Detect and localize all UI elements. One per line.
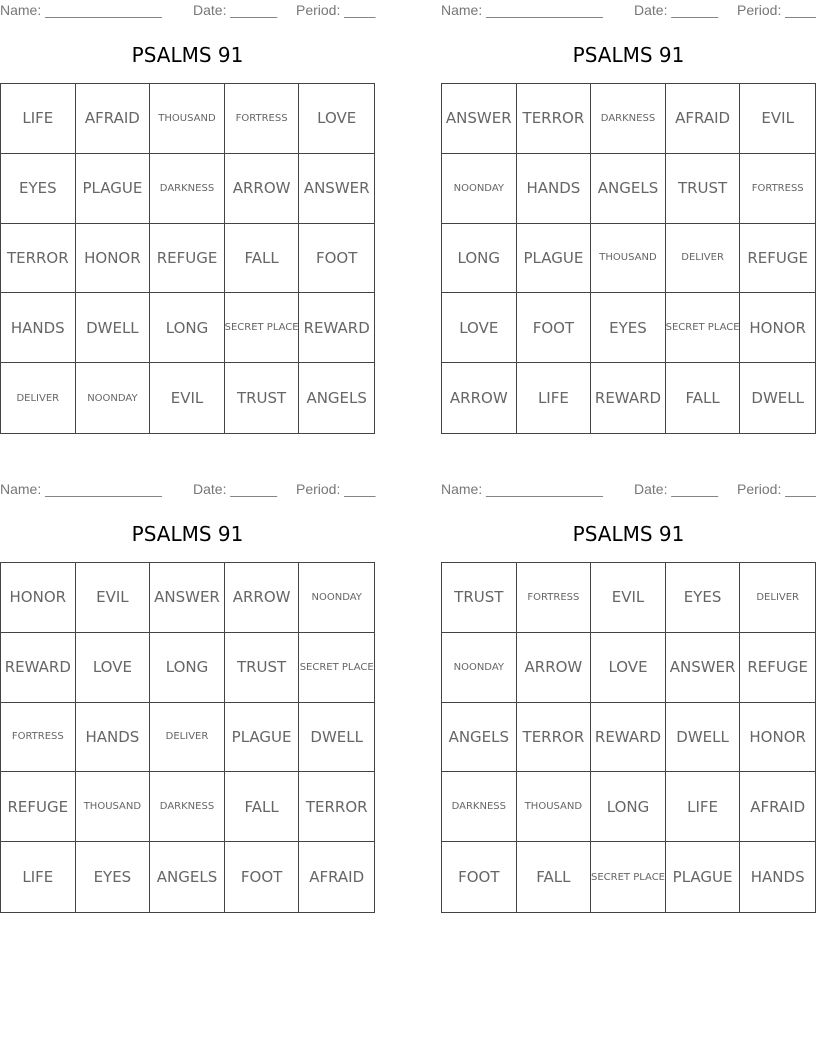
bingo-cell: REWARD <box>591 363 666 433</box>
bingo-cell: TRUST <box>666 154 741 224</box>
bingo-cell: HONOR <box>740 293 815 363</box>
bingo-cell: THOUSAND <box>517 772 592 842</box>
bingo-cell: HANDS <box>517 154 592 224</box>
bingo-card-1 <box>0 0 376 408</box>
bingo-cell: FOOT <box>299 224 374 294</box>
bingo-cell: NOONDAY <box>76 363 151 433</box>
bingo-cell: DWELL <box>76 293 151 363</box>
bingo-cell: FALL <box>666 363 741 433</box>
bingo-cell: NOONDAY <box>442 633 517 703</box>
bingo-cell: TRUST <box>225 633 300 703</box>
date-field: Date: ______ <box>193 481 278 497</box>
bingo-cell: FORTRESS <box>1 703 76 773</box>
bingo-cell: EYES <box>666 563 741 633</box>
bingo-cell: PLAGUE <box>225 703 300 773</box>
bingo-grid <box>441 83 816 434</box>
bingo-cell: HANDS <box>1 293 76 363</box>
bingo-cell: HANDS <box>76 703 151 773</box>
bingo-grid <box>0 562 375 913</box>
bingo-cell: LIFE <box>517 363 592 433</box>
bingo-cell: PLAGUE <box>76 154 151 224</box>
bingo-cell: TRUST <box>442 563 517 633</box>
bingo-cell: ANSWER <box>299 154 374 224</box>
date-field: Date: ______ <box>634 481 719 497</box>
bingo-cell: LONG <box>150 633 225 703</box>
bingo-cell: DARKNESS <box>150 772 225 842</box>
bingo-cell: DELIVER <box>150 703 225 773</box>
bingo-cell: ANGELS <box>306 389 367 408</box>
name-field: Name: _______________ <box>0 481 162 497</box>
bingo-card-2 <box>441 0 816 408</box>
bingo-cell: TERROR <box>1 224 76 294</box>
bingo-cell: LOVE <box>299 84 374 154</box>
bingo-cell: LIFE <box>1 842 76 912</box>
bingo-cell: EYES <box>1 154 76 224</box>
card-header <box>0 479 375 501</box>
bingo-cell: ARROW <box>225 154 300 224</box>
card-header <box>441 479 816 501</box>
bingo-cell: LOVE <box>442 293 517 363</box>
bingo-cell: FALL <box>225 224 300 294</box>
period-field: Period: ____ <box>296 2 376 18</box>
period-field: Period: ____ <box>737 2 816 18</box>
bingo-cell: FALL <box>225 772 300 842</box>
card-title: PSALMS 91 <box>131 43 244 67</box>
name-field: Name: _______________ <box>0 2 162 18</box>
bingo-cell: DELIVER <box>740 563 815 633</box>
bingo-cell: FORTRESS <box>225 84 300 154</box>
bingo-cell: FOOT <box>225 842 300 912</box>
bingo-cell: REFUGE <box>740 224 815 294</box>
period-field: Period: ____ <box>296 481 376 497</box>
bingo-cell: REWARD <box>591 703 666 773</box>
bingo-cell: ANSWER <box>442 84 517 154</box>
bingo-cell: REWARD <box>299 293 374 363</box>
bingo-cell: HONOR <box>740 703 815 773</box>
bingo-cell: NOONDAY <box>442 154 517 224</box>
bingo-cell: ARROW <box>442 363 517 433</box>
bingo-cell: REFUGE <box>740 633 815 703</box>
bingo-cell: HONOR <box>1 563 76 633</box>
bingo-cell: THOUSAND <box>76 772 151 842</box>
bingo-cell: LONG <box>591 772 666 842</box>
card-title: PSALMS 91 <box>131 522 244 546</box>
bingo-card-3 <box>0 479 376 887</box>
bingo-cell: EYES <box>76 842 151 912</box>
date-field: Date: ______ <box>193 2 278 18</box>
bingo-cell: SECRET PLACE <box>225 293 300 363</box>
bingo-cell: FORTRESS <box>740 154 815 224</box>
bingo-cell: FORTRESS <box>517 563 592 633</box>
bingo-grid <box>441 562 816 913</box>
bingo-cell: SECRET PLACE <box>666 293 741 363</box>
name-field: Name: _______________ <box>441 2 603 18</box>
bingo-cell: THOUSAND <box>150 84 225 154</box>
bingo-cell: SECRET PLACE <box>299 633 374 703</box>
date-field: Date: ______ <box>634 2 719 18</box>
bingo-cell: AFRAID <box>76 84 151 154</box>
bingo-cell: LONG <box>442 224 517 294</box>
bingo-cell: REWARD <box>1 633 76 703</box>
bingo-cell: NOONDAY <box>299 563 374 633</box>
bingo-cell: ANGELS <box>591 154 666 224</box>
bingo-cell: ANSWER <box>666 633 741 703</box>
bingo-cell: LOVE <box>591 633 666 703</box>
bingo-cell: THOUSAND <box>591 224 666 294</box>
bingo-cell: LIFE <box>1 84 76 154</box>
bingo-cell: ARROW <box>517 633 592 703</box>
bingo-cell: TERROR <box>517 703 592 773</box>
bingo-cell: ANGELS <box>150 842 225 912</box>
bingo-cell: EVIL <box>150 363 225 433</box>
bingo-cell: DWELL <box>666 703 741 773</box>
bingo-cell: EVIL <box>591 563 666 633</box>
bingo-cell: REFUGE <box>150 224 225 294</box>
bingo-cell: LONG <box>150 293 225 363</box>
bingo-cell: LIFE <box>666 772 741 842</box>
bingo-cell: SECRET PLACE <box>591 842 666 912</box>
bingo-cell: DWELL <box>299 703 374 773</box>
bingo-cell: AFRAID <box>309 868 365 887</box>
bingo-cell: EYES <box>591 293 666 363</box>
bingo-cell: DARKNESS <box>591 84 666 154</box>
bingo-grid <box>0 83 375 434</box>
card-title: PSALMS 91 <box>572 522 685 546</box>
bingo-cell: DELIVER <box>1 363 76 433</box>
bingo-cell: FOOT <box>517 293 592 363</box>
bingo-cell: EVIL <box>76 563 151 633</box>
bingo-cell: ARROW <box>225 563 300 633</box>
bingo-cell: EVIL <box>740 84 815 154</box>
bingo-cell: ANGELS <box>442 703 517 773</box>
bingo-cell: AFRAID <box>666 84 741 154</box>
bingo-cell: HANDS <box>750 868 805 887</box>
bingo-cell: DARKNESS <box>442 772 517 842</box>
name-field: Name: _______________ <box>441 481 603 497</box>
bingo-cell: TRUST <box>225 363 300 433</box>
bingo-cell: PLAGUE <box>517 224 592 294</box>
bingo-cell: DWELL <box>751 389 804 408</box>
card-header <box>0 0 375 22</box>
bingo-cell: ANSWER <box>150 563 225 633</box>
bingo-cell: AFRAID <box>740 772 815 842</box>
bingo-cell: TERROR <box>299 772 374 842</box>
bingo-card-4 <box>441 479 816 887</box>
bingo-cell: TERROR <box>517 84 592 154</box>
bingo-cell: PLAGUE <box>666 842 741 912</box>
card-title: PSALMS 91 <box>572 43 685 67</box>
bingo-cell: DARKNESS <box>150 154 225 224</box>
bingo-cell: FOOT <box>442 842 517 912</box>
bingo-cell: HONOR <box>76 224 151 294</box>
bingo-cell: REFUGE <box>1 772 76 842</box>
card-header <box>441 0 816 22</box>
bingo-cell: DELIVER <box>666 224 741 294</box>
period-field: Period: ____ <box>737 481 816 497</box>
bingo-cell: FALL <box>517 842 592 912</box>
bingo-cell: LOVE <box>76 633 151 703</box>
